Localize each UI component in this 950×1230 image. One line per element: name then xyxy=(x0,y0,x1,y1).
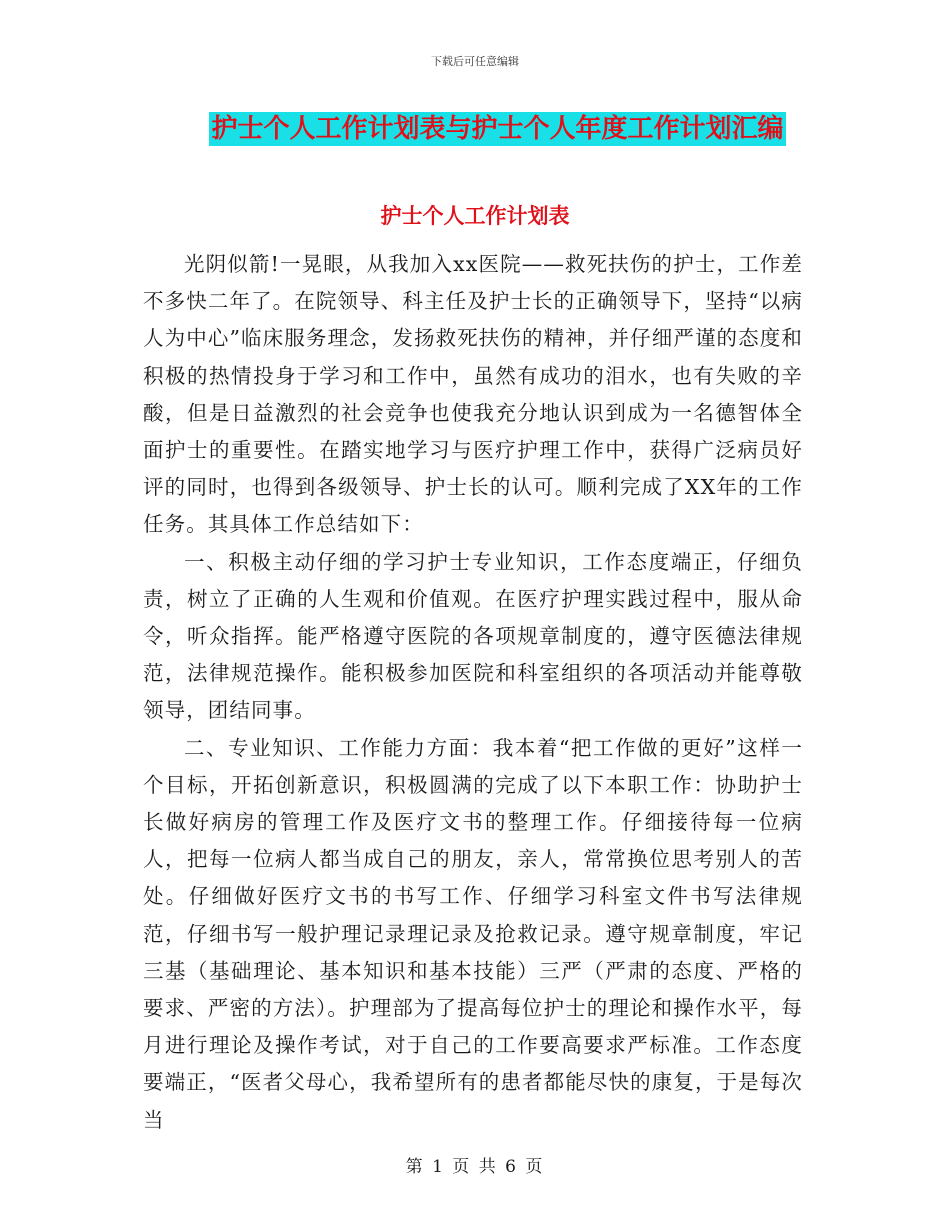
document-body xyxy=(143,246,803,1139)
paragraph-section-two: 二、专业知识、工作能力方面：我本着“把工作做的更好”这样一个目标，开拓创新意识，积极圆满的完成了以下本职工作：协助护士长做好病房的管理工作及医疗文书的整理工作。仔细接待每一位病人，把每一位病人都当成自己的朋友，亲人，常常换位思考别人的苦处。仔细做好医疗文书的书写工作、仔细学习科室文件书写法律规范，仔细书写一般护理记录理记录及抢救记录。遵守规章制度，牢记三基（基础理论、基本知识和基本技能）三严（严肃的态度、严格的要求、严密的方法）。护理部为了提高每位护士的理论和操作水平，每月进行理论及操作考试，对于自己的工作要高要求严标准。工作态度要端正，“医者父母心，我希望所有的患者都能尽快的康复，于是每次当 xyxy=(143,735,803,1132)
header-note: 下载后可任意编辑 xyxy=(431,55,519,68)
paragraph-intro: 光阴似箭!一晃眼，从我加入xx医院——救死扶伤的护士，工作差不多快二年了。在院领导、科主任及护士长的正确领导下，坚持“以病人为中心”临床服务理念，发扬救死扶伤的精神，并仔细严谨的态度和积极的热情投身于学习和工作中，虽然有成功的泪水，也有失败的辛酸，但是日益激烈的社会竞争也使我充分地认识到成为一名德智体全面护士的重要性。在踏实地学习与医疗护理工作中，获得广泛病员好评的同时，也得到各级领导、护士长的认可。顺利完成了XX年的工作任务。其具体工作总结如下： xyxy=(143,252,803,537)
paragraph-section-one: 一、积极主动仔细的学习护士专业知识，工作态度端正，仔细负责，树立了正确的人生观和价值观。在医疗护理实践过程中，服从命令，听众指挥。能严格遵守医院的各项规章制度的，遵守医德法律规范，法律规范操作。能积极参加医院和科室组织的各项活动并能尊敬领导，团结同事。 xyxy=(143,549,803,723)
main-title: 护士个人工作计划表与护士个人年度工作计划汇编 xyxy=(211,114,784,144)
page-footer: 第 1 页 共 6 页 xyxy=(405,1157,545,1177)
sub-title: 护士个人工作计划表 xyxy=(380,204,570,228)
main-title-container xyxy=(0,112,950,146)
